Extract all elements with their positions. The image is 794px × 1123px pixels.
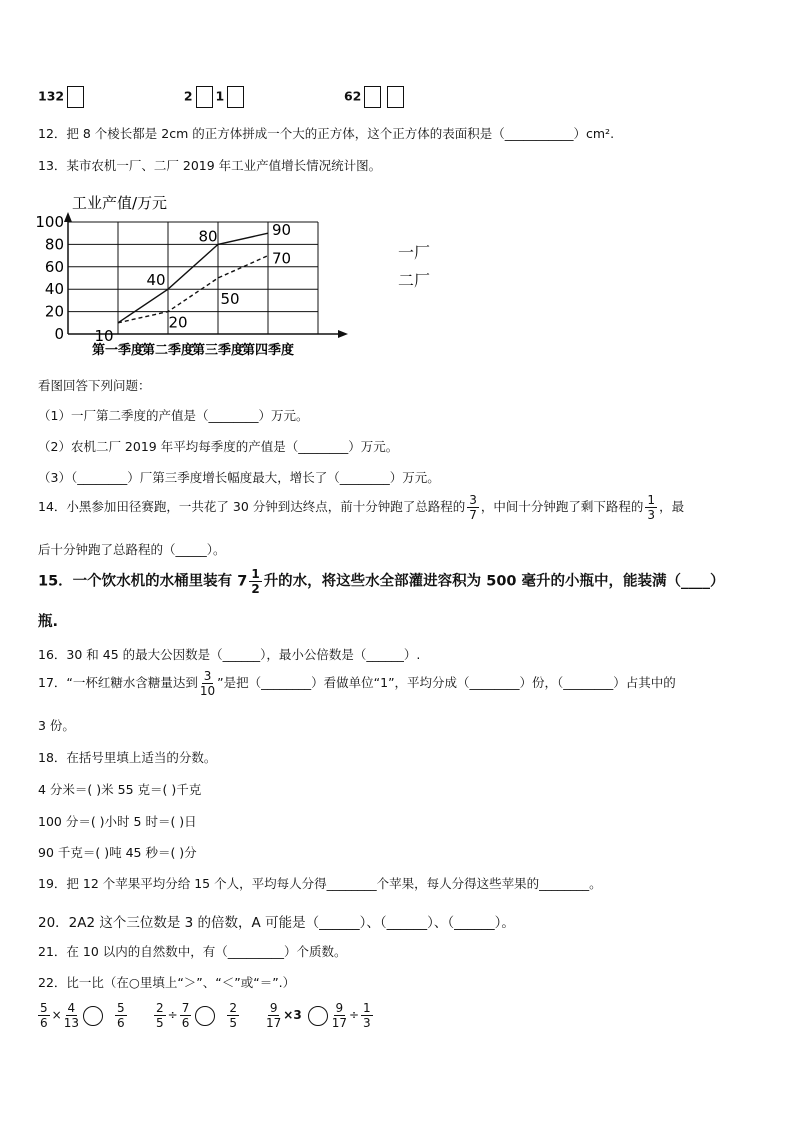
frac-num: 2 [229, 1001, 237, 1015]
frac-den: 10 [199, 684, 216, 698]
answer-box[interactable] [67, 86, 84, 108]
fraction [115, 1002, 127, 1029]
y-tick-label: 0 [54, 325, 64, 343]
y-tick-label: 40 [44, 280, 64, 299]
frac-den: 6 [40, 1016, 48, 1030]
number-2: 2 [183, 88, 193, 104]
question-13-sub3: （3）（________）厂第三季度增长幅度最大，增长了（________）万元。 [38, 470, 440, 485]
frac-num: 7 [181, 1001, 190, 1015]
number-62: 62 [343, 88, 362, 104]
question-13-sub1: （1）一厂第二季度的产值是（________）万元。 [38, 408, 309, 423]
y-axis-label: 工业产值/万元 [72, 194, 168, 212]
question-13-intro: 看图回答下列问题： [38, 378, 151, 393]
frac-den: 7 [469, 508, 477, 522]
answer-box[interactable] [364, 86, 381, 108]
q14-text-b: ，中间十分钟跑了剩下路程的 [480, 499, 644, 514]
frac-num: 3 [203, 669, 212, 683]
data-label: 70 [272, 249, 292, 268]
frac-num: 1 [647, 493, 656, 507]
fraction [227, 1002, 239, 1029]
answer-box[interactable] [196, 86, 213, 108]
frac-num: 9 [335, 1001, 344, 1015]
operator: ×3 [283, 1008, 302, 1022]
y-tick-label: 60 [44, 257, 64, 276]
x-tick-label: 第二季度 [141, 343, 195, 358]
question-15 [38, 568, 725, 595]
line-chart [28, 186, 388, 366]
operator: ÷ [348, 1008, 360, 1022]
operator: × [51, 1008, 62, 1022]
frac-num: 5 [40, 1001, 48, 1015]
x-tick-label: 第一季度 [91, 343, 145, 358]
data-label: 90 [272, 221, 292, 240]
question-18-title: 18．在括号里填上适当的分数。 [38, 750, 217, 765]
frac-num: 4 [67, 1001, 76, 1015]
frac-den: 5 [156, 1016, 164, 1030]
fraction [180, 1002, 192, 1029]
frac-den: 3 [363, 1016, 371, 1030]
frac-den: 6 [181, 1016, 190, 1030]
frac-den: 3 [647, 508, 656, 522]
frac-num: 1 [363, 1001, 371, 1015]
x-axis-arrow [338, 330, 348, 338]
question-17-cont: 3 份。 [38, 718, 75, 733]
fraction [645, 494, 657, 521]
answer-box[interactable] [227, 86, 244, 108]
frac-num: 5 [116, 1001, 125, 1015]
question-20: 20．2A2 这个三位数是 3 的倍数，A 可能是（______）、（______）、（______）。 [38, 915, 515, 931]
frac-den: 6 [116, 1016, 125, 1030]
q14-text-a: 14．小黑参加田径赛跑，一共花了 30 分钟到达终点，前十分钟跑了总路程的 [38, 499, 466, 514]
fraction [200, 670, 215, 697]
fraction [64, 1002, 79, 1029]
fraction [154, 1002, 166, 1029]
question-12: 12．把 8 个棱长都是 2cm 的正方体拼成一个大的正方体，这个正方体的表面积是（___________）cm². [38, 126, 615, 141]
data-label: 20 [168, 313, 188, 332]
q15-text-a: 15．一个饮水机的水桶里装有 7 [38, 573, 248, 590]
question-14 [38, 494, 684, 521]
number-1: 1 [215, 88, 225, 104]
question-13-sub2: （2）农机二厂 2019 年平均每季度的产值是（________）万元。 [38, 439, 399, 454]
y-axis-arrow [64, 212, 72, 222]
fraction [249, 568, 261, 595]
question-15-cont: 瓶. [38, 614, 59, 630]
fraction [38, 1002, 50, 1029]
question-14-cont: 后十分钟跑了总路程的（_____）。 [38, 542, 226, 557]
compare-circle[interactable] [195, 1006, 215, 1026]
question-18-row3: 90 千克＝( )吨 45 秒＝( )分 [38, 845, 197, 860]
frac-den: 2 [251, 582, 260, 596]
y-tick-label: 20 [44, 302, 64, 321]
frac-den: 17 [331, 1016, 347, 1030]
frac-num: 3 [469, 493, 477, 507]
q17-text-b: ”是把（________）看做单位“1”，平均分成（________）份，（________）占其中的 [217, 675, 676, 690]
answer-box[interactable] [387, 86, 404, 108]
question-16: 16．30 和 45 的最大公因数是（______），最小公倍数是（______）. [38, 647, 421, 662]
data-label: 50 [220, 290, 240, 308]
data-label: 80 [198, 227, 218, 246]
frac-num: 1 [251, 567, 260, 581]
q17-text-a: 17．“一杯红糖水含糖量达到 [38, 675, 198, 690]
answer-box-row [38, 86, 407, 108]
question-18-row1: 4 分米＝( )米 55 克＝( )千克 [38, 782, 202, 797]
x-tick-label: 第三季度 [191, 343, 245, 358]
data-label: 10 [94, 326, 114, 345]
question-19: 19．把 12 个苹果平均分给 15 个人，平均每人分得________个苹果，每人分得这些苹果的________。 [38, 876, 602, 891]
fraction [266, 1002, 281, 1029]
q14-text-c: ，最 [659, 499, 685, 514]
frac-den: 5 [229, 1016, 237, 1030]
frac-den: 17 [266, 1016, 282, 1030]
question-22-title: 22．比一比（在○里填上“＞”、“＜”或“＝”.） [38, 975, 296, 990]
frac-num: 2 [156, 1001, 164, 1015]
question-17 [38, 670, 676, 697]
frac-den: 13 [63, 1016, 79, 1030]
data-label: 40 [146, 271, 166, 290]
compare-circle[interactable] [83, 1006, 103, 1026]
y-tick-label: 80 [44, 235, 64, 254]
compare-expression-2 [152, 1002, 241, 1029]
frac-num: 9 [269, 1001, 278, 1015]
fraction [332, 1002, 347, 1029]
series-line-1 [118, 233, 268, 323]
compare-expression-3 [264, 1002, 375, 1029]
fraction [467, 494, 479, 521]
fraction [361, 1002, 373, 1029]
x-tick-label: 第四季度 [241, 343, 295, 358]
q15-text-b: 升的水，将这些水全部灌进容积为 500 毫升的小瓶中，能装满（____） [263, 573, 725, 590]
question-13-title: 13．某市农机一厂、二厂 2019 年工业产值增长情况统计图。 [38, 158, 382, 173]
compare-circle[interactable] [308, 1006, 328, 1026]
legend-label-factory-2: 二厂 [398, 271, 431, 290]
y-tick-label: 100 [35, 213, 64, 231]
operator: ÷ [167, 1008, 178, 1022]
number-132: 132 [38, 88, 65, 104]
question-18-row2: 100 分＝( )小时 5 时＝( )日 [38, 814, 197, 829]
question-21: 21．在 10 以内的自然数中，有（_________）个质数。 [38, 944, 347, 959]
legend-label-factory-1: 一厂 [398, 243, 431, 262]
compare-expression-1 [36, 1002, 129, 1029]
